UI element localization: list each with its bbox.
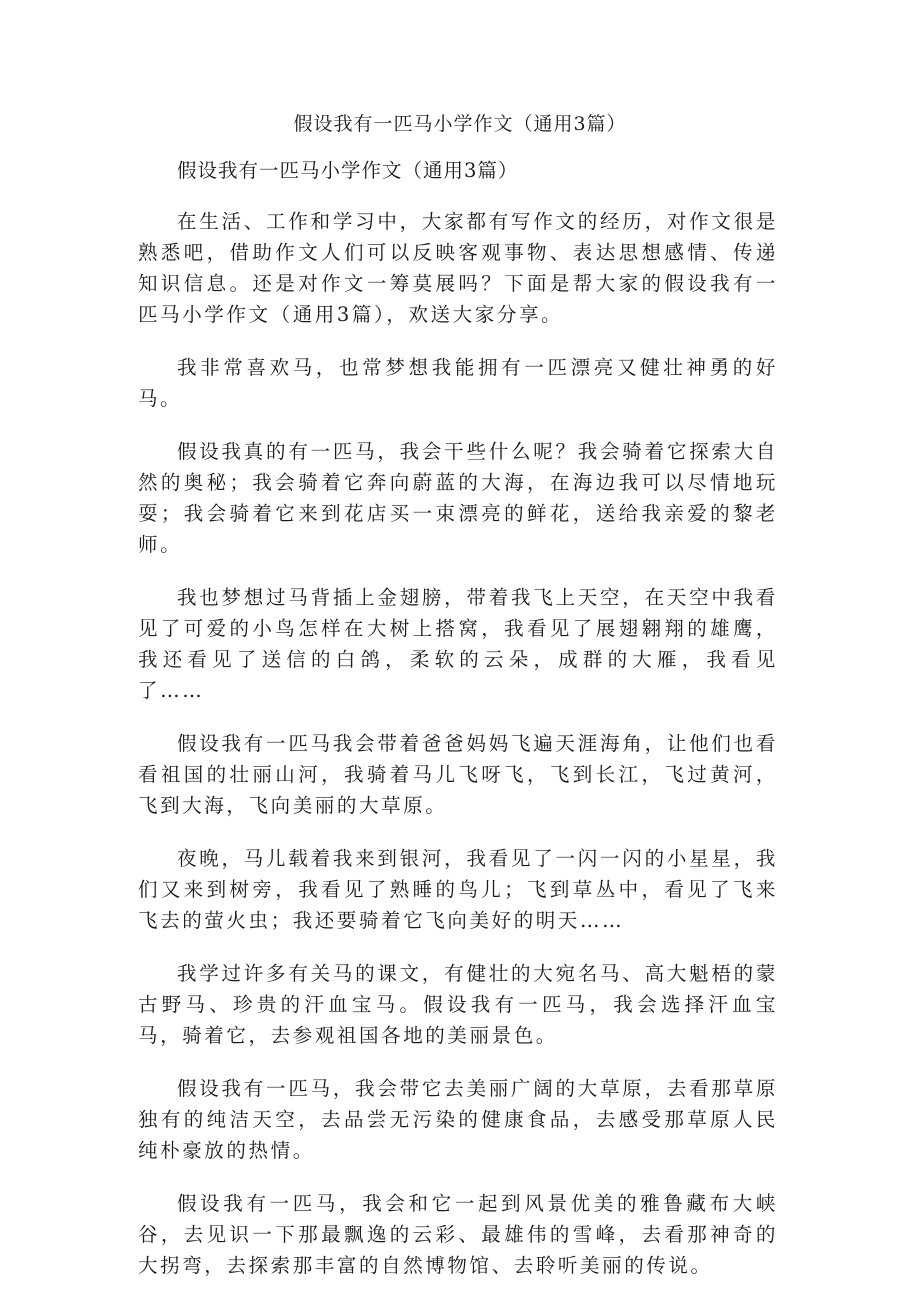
paragraph: 假设我有一匹马，我会和它一起到风景优美的雅鲁藏布大峡谷，去见识一下那最飘逸的云彩、最雄伟的雪峰，去看那神奇的大拐弯，去探索那丰富的自然博物馆、去聆听美丽的传说。 [138,1192,778,1277]
document-body [138,155,778,1303]
document-subtitle: 假设我有一匹马小学作文（通用3篇） [177,159,519,182]
paragraph: 我非常喜欢马，也常梦想我能拥有一匹漂亮又健壮神勇的好马。 [138,356,778,410]
paragraph: 我学过许多有关马的课文，有健壮的大宛名马、高大魁梧的蒙古野马、珍贵的汗血宝马。假设我有一匹马，我会选择汗血宝马，骑着它，去参观祖国各地的美丽景色。 [138,962,778,1047]
paragraph: 假设我有一匹马我会带着爸爸妈妈飞遍天涯海角，让他们也看看祖国的壮丽山河，我骑着马儿飞呀飞，飞到长江，飞过黄河，飞到大海，飞向美丽的大草原。 [138,732,778,817]
paragraph: 夜晚，马儿载着我来到银河，我看见了一闪一闪的小星星，我们又来到树旁，我看见了熟睡的鸟儿；飞到草丛中，看见了飞来飞去的萤火虫；我还要骑着它飞向美好的明天…… [138,847,778,932]
paragraph-intro: 在生活、工作和学习中，大家都有写作文的经历，对作文很是熟悉吧，借助作文人们可以反映客观事物、表达思想感情、传递知识信息。还是对作文一筹莫展吗？下面是帮大家的假设我有一匹马小学作文（通用3篇），欢送大家分享。 [138,210,778,326]
paragraph: 假设我有一匹马，我会带它去美丽广阔的大草原，去看那草原独有的纯洁天空，去品尝无污染的健康食品，去感受那草原人民纯朴豪放的热情。 [138,1077,778,1162]
document-title: 假设我有一匹马小学作文（通用3篇） [293,113,627,135]
paragraph: 我也梦想过马背插上金翅膀，带着我飞上天空，在天空中我看见了可爱的小鸟怎样在大树上搭窝，我看见了展翅翱翔的雄鹰，我还看见了送信的白鸽，柔软的云朵，成群的大雁，我看见了…… [138,586,778,702]
paragraph: 假设我真的有一匹马，我会干些什么呢？我会骑着它探索大自然的奥秘；我会骑着它奔向蔚蓝的大海，在海边我可以尽情地玩耍；我会骑着它来到花店买一束漂亮的鲜花，送给我亲爱的黎老师。 [138,440,778,556]
